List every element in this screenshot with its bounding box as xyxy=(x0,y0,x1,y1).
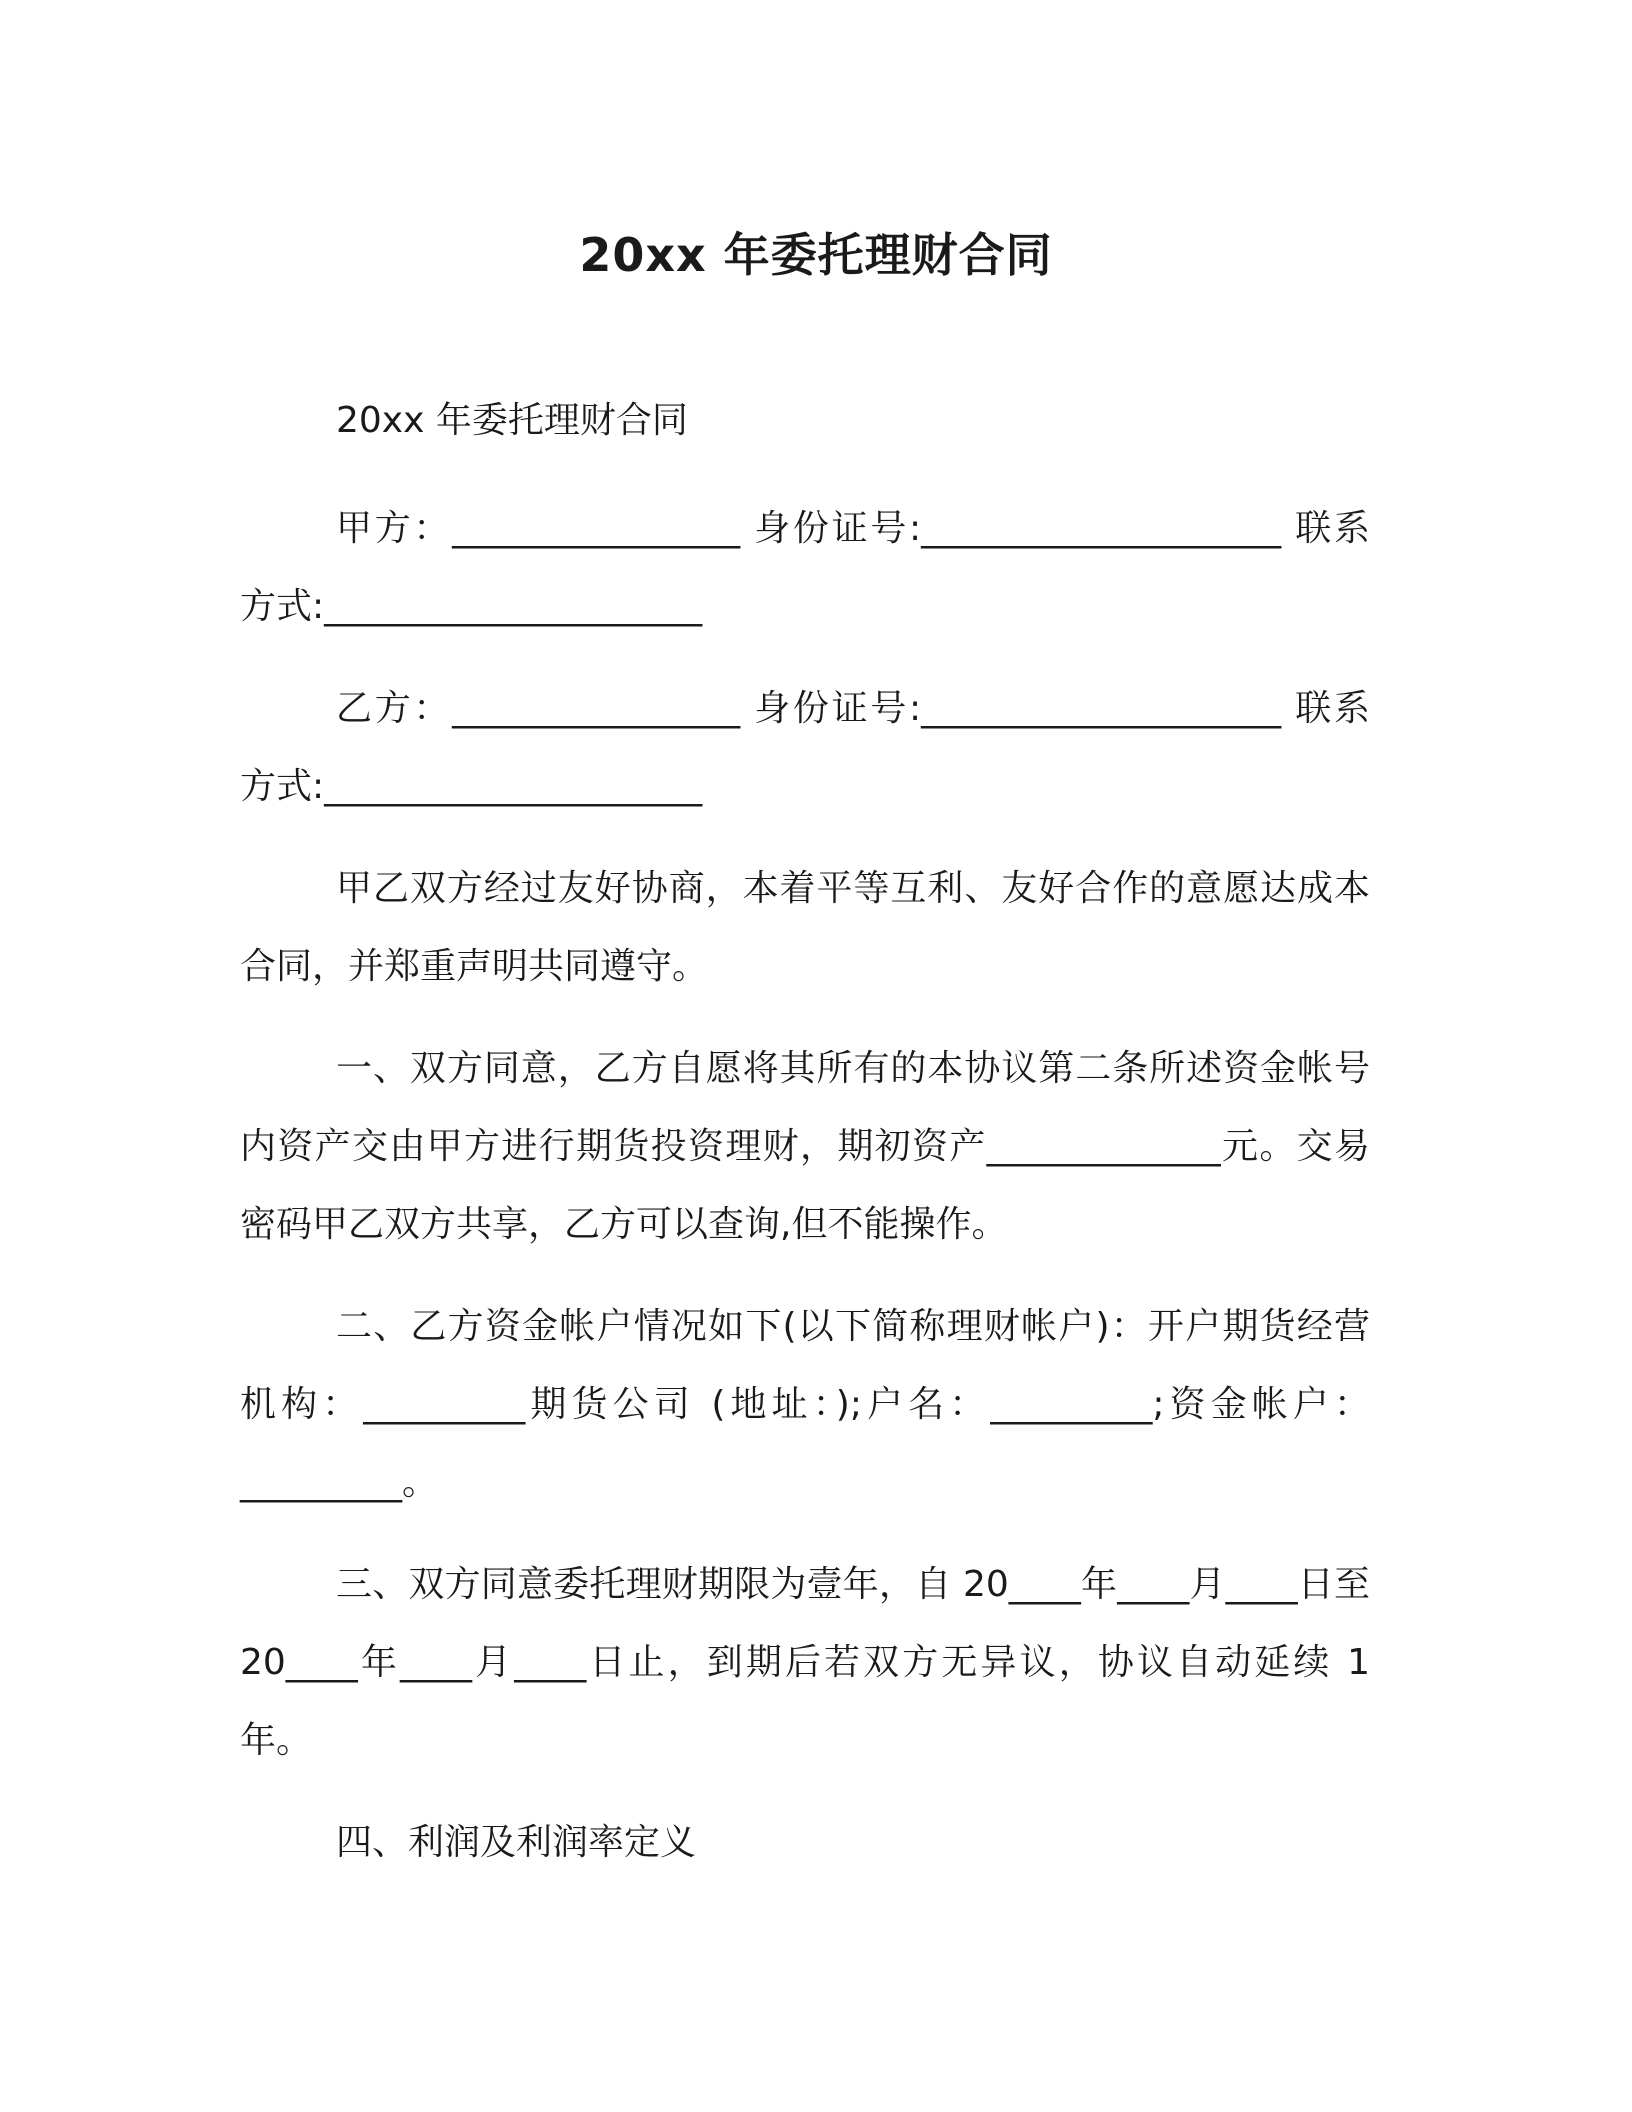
clause-4-heading: 四、利润及利润率定义 xyxy=(336,1822,697,1863)
document-body xyxy=(240,1546,1370,1780)
document-body xyxy=(240,1804,1370,1882)
party-a-paragraph: 甲方：________________ 身份证号:____________________ 联系方式:_____________________ xyxy=(240,508,1370,627)
party-b-paragraph: 乙方：________________ 身份证号:____________________ 联系方式:_____________________ xyxy=(240,688,1370,807)
clause-1-paragraph: 一、双方同意，乙方自愿将其所有的本协议第二条所述资金帐号内资产交由甲方进行期货投资理财，期初资产_____________元。交易密码甲乙双方共享，乙方可以查询,但不能操作。 xyxy=(240,1048,1370,1245)
document-body xyxy=(240,850,1370,1006)
clause-2-paragraph: 二、乙方资金帐户情况如下(以下简称理财帐户)：开户期货经营机构：_________期货公司 (地址：);户名：_________;资金帐户：_________。 xyxy=(240,1306,1370,1503)
preamble-paragraph: 甲乙双方经过友好协商，本着平等互利、友好合作的意愿达成本合同，并郑重声明共同遵守。 xyxy=(240,868,1370,987)
subtitle-paragraph: 20xx 年委托理财合同 xyxy=(336,400,688,441)
document-body xyxy=(240,1288,1370,1522)
clause-3-paragraph: 三、双方同意委托理财期限为壹年，自 20____年____月____日至 20____年____月____日止，到期后若双方无异议，协议自动延续 1 年。 xyxy=(240,1564,1370,1761)
document-body xyxy=(240,490,1370,646)
document-body xyxy=(240,670,1370,826)
document-body xyxy=(240,382,1370,460)
document-title: 20xx 年委托理财合同 xyxy=(579,228,1053,282)
document-body xyxy=(240,1030,1370,1264)
